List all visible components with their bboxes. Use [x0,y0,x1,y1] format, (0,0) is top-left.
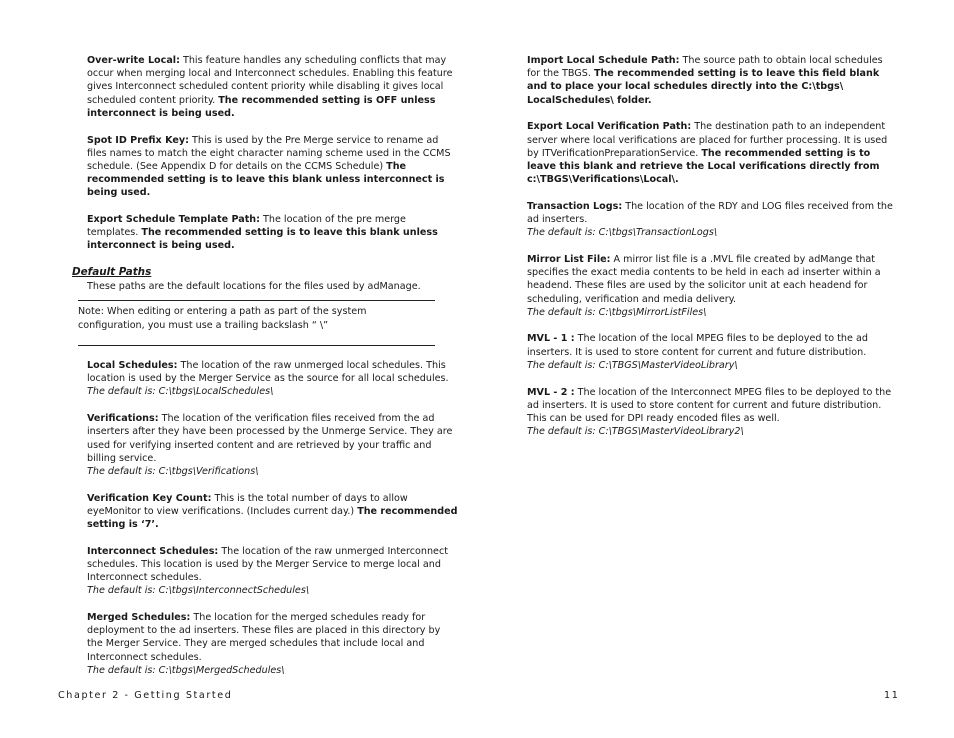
mvl1-paragraph [527,332,897,372]
transaction-logs-label: Transaction Logs: [527,200,623,212]
spot-id-text: This is used by the Pre Merge service to rename ad files names to match the eight character naming scheme used in the CCMS schedule. (See Appendix D for details on the CCMS Schedule) [87,134,451,172]
spot-id-recommendation: The recommended setting is to leave this blank unless interconnect is being used. [87,160,445,199]
import-local-recommendation: The recommended setting is to leave this field blank and to place your local schedules directly into the C:\tbgs\ LocalSchedules\ folder. [527,68,880,106]
merged-schedules-paragraph [87,611,459,677]
interconnect-schedules-paragraph [87,545,459,598]
transaction-logs-text: The location of the RDY and LOG files received from the ad inserters. [527,200,893,226]
overwrite-local-label: Over-write Local: [87,55,180,66]
import-local-paragraph [527,54,897,107]
mirror-list-paragraph [527,253,897,319]
local-schedules-default: The default is: C:\tbgs\LocalSchedules\ [87,386,274,398]
verification-key-paragraph [87,492,459,532]
default-paths-subtitle: These paths are the default locations for the files used by adManage. [87,281,421,292]
interconnect-schedules-default: The default is: C:\tbgs\InterconnectSchedules\ [87,585,310,597]
mirror-list-label: Mirror List File: [527,253,611,265]
spot-id-paragraph [87,134,459,200]
local-schedules-paragraph [87,359,459,399]
transaction-logs-default: The default is: C:\tbgs\TransactionLogs\ [527,227,718,239]
merged-schedules-default: The default is: C:\tbgs\MergedSchedules\ [87,664,285,676]
interconnect-schedules-text: The location of the raw unmerged Interconnect schedules. This location is used by the Merger Service to merge local and Interconnect schedules. [87,545,449,584]
export-template-text: The location of the pre merge templates. [87,214,406,239]
right-column [527,54,897,452]
verifications-label: Verifications: [87,413,159,425]
export-verification-recommendation: The recommended setting is to leave this blank and retrieve the Local verifications directly from c:\TBGS\Verifications\Local\. [527,147,880,186]
verifications-text: The location of the verification files received from the ad inserters after they have been processed by the Unmerge Service. They are used for verifying inserted content and are retrieved by your traffic and billing service. [87,413,453,464]
merged-schedules-text: The location for the merged schedules ready for deployment to the ad inserters. These files are placed in this directory by the Merger Service. They are merged schedules that include local and Interconnect schedules. [87,612,441,663]
export-template-recommendation: The recommended setting is to leave this blank unless interconnect is being used. [87,227,438,252]
verification-key-recommendation: The recommended setting is ‘7’. [87,505,458,531]
mvl2-default: The default is: C:\TBGS\MasterVideoLibrary2\ [527,426,744,438]
default-paths-heading: Default Paths [72,266,152,278]
interconnect-schedules-label: Interconnect Schedules: [87,545,219,557]
note-bottom-rule [78,345,435,346]
spot-id-label: Spot ID Prefix Key: [87,134,189,146]
note-box: Note: When editing or entering a path as part of the system configuration, you must use a trailing backslash “ \” [78,306,367,331]
footer-chapter: Chapter 2 - Getting Started [58,690,233,701]
merged-schedules-label: Merged Schedules: [87,612,191,624]
footer-page-number: 11 [884,690,900,701]
overwrite-local-paragraph [87,54,459,120]
transaction-logs-paragraph [527,200,897,240]
local-schedules-label: Local Schedules: [87,360,178,371]
export-verification-paragraph [527,120,897,186]
note-top-rule [78,300,435,301]
import-local-text: The source path to obtain local schedules for the TBGS. [527,55,883,80]
overwrite-local-text: This feature handles any scheduling conflicts that may occur when merging local and Interconnect schedules. Enabling this feature gives Interconnect scheduled content priority while disabling it gives local scheduled content priority. [87,55,453,106]
mirror-list-text: A mirror list file is a .MVL file created by adMange that specifies the exact media contents to be held in each ad inserter within a headend. These files are used by the solicitor unit at each headend for scheduling, verification and media delivery. [527,253,881,305]
mvl2-label: MVL - 2 : [527,386,575,398]
verifications-paragraph [87,412,459,478]
left-column [87,54,459,266]
export-template-label: Export Schedule Template Path: [87,214,260,226]
mvl1-default: The default is: C:\TBGS\MasterVideoLibrary\ [527,359,738,371]
mvl1-label: MVL - 1 : [527,333,575,345]
local-schedules-text: The location of the raw unmerged local schedules. This location is used by the Merger Service as the source for all local schedules. [87,360,449,385]
verifications-default: The default is: C:\tbgs\Verifications\ [87,465,259,477]
export-template-paragraph [87,213,459,253]
mirror-list-default: The default is: C:\tbgs\MirrorListFiles\ [527,306,707,318]
overwrite-local-recommendation: The recommended setting is OFF unless interconnect is being used. [87,94,436,119]
export-verification-text: The destination path to an independent server where local verifications are placed for further processing. It is used by ITVerificationPreparationService. [527,121,888,159]
import-local-label: Import Local Schedule Path: [527,55,680,66]
mvl2-paragraph [527,386,897,439]
verification-key-label: Verification Key Count: [87,492,212,504]
mvl1-text: The location of the local MPEG files to be deployed to the ad inserters. It is used to store content for current and future distribution. [527,333,868,358]
export-verification-label: Export Local Verification Path: [527,121,692,133]
verification-key-text: This is the total number of days to allow eyeMonitor to view verifications. (Includes current day.) [87,492,408,517]
mvl2-text: The location of the Interconnect MPEG files to be deployed to the ad inserters. It is used to store content for current and future distribution. This can be used for DPI ready encoded files as well. [527,386,892,424]
left-column-paths [87,359,459,691]
